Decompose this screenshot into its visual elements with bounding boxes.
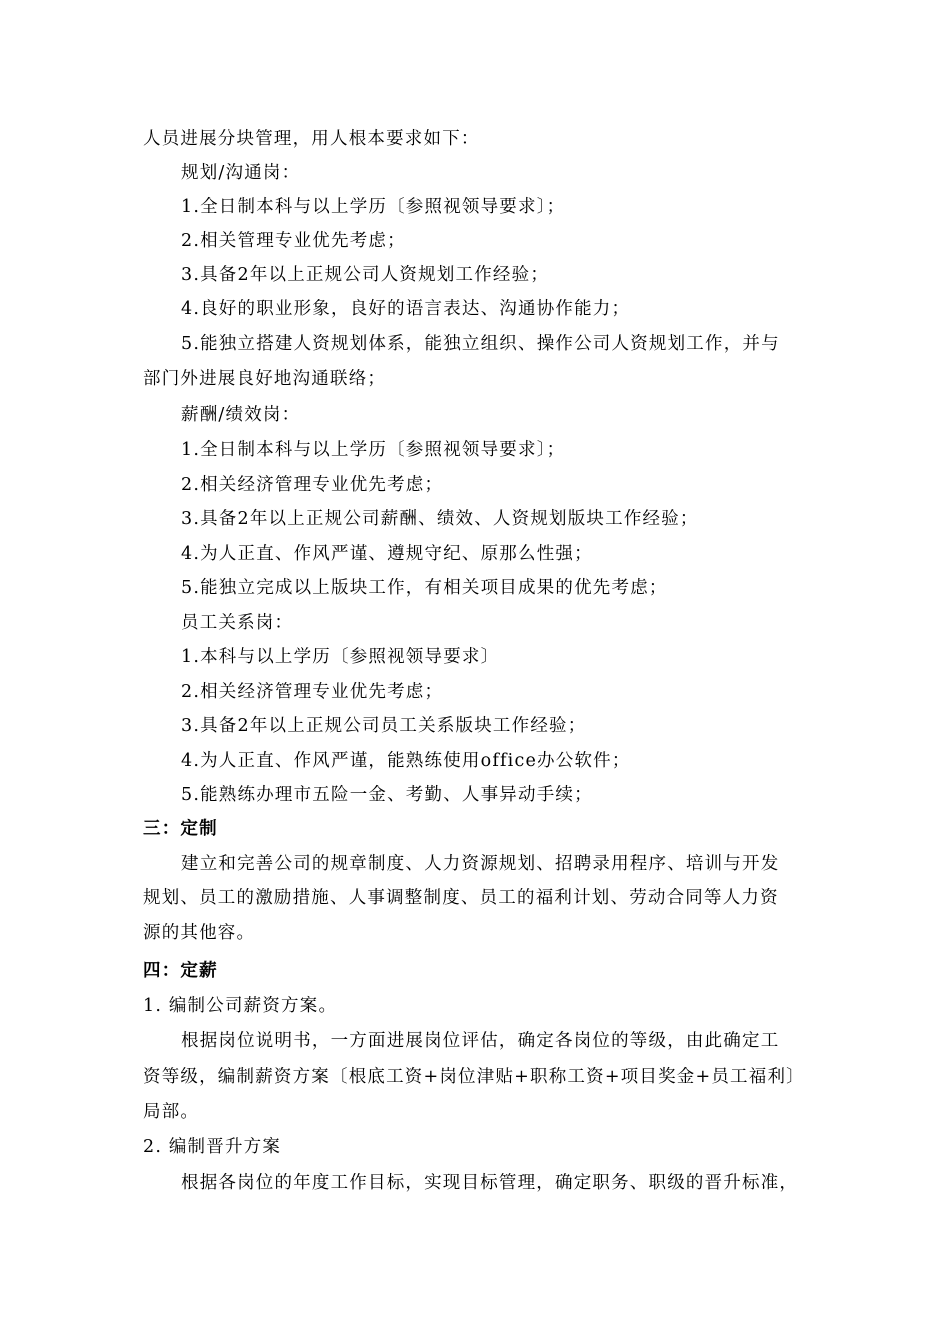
relations-req-3: 3.具备2年以上正规公司员工关系版块工作经验；: [181, 716, 587, 736]
salary-item-2-line-1: 根据各岗位的年度工作目标，实现目标管理，确定职务、职级的晋升标准，: [181, 1173, 799, 1193]
planning-req-2: 2.相关管理专业优先考虑；: [181, 231, 406, 251]
planning-req-3: 3.具备2年以上正规公司人资规划工作经验；: [181, 265, 550, 285]
relations-req-1: 1.本科与以上学历〔参照视领导要求〕: [181, 647, 500, 667]
salary-item-1-line-2: 资等级，编制薪资方案〔根底工资+岗位津贴+职称工资+项目奖金+员工福利〕: [143, 1067, 805, 1087]
section-heading-employee-relations: 员工关系岗：: [181, 613, 294, 633]
planning-req-4: 4.良好的职业形象，良好的语言表达、沟通协作能力；: [181, 299, 631, 319]
relations-req-5: 5.能熟练办理市五险一金、考勤、人事异动手续；: [181, 785, 593, 805]
customize-para-line-1: 建立和完善公司的规章制度、人力资源规划、招聘录用程序、培训与开发: [181, 854, 780, 874]
salary-item-1-line-3: 局部。: [143, 1102, 200, 1122]
section-heading-compensation: 薪酬/绩效岗：: [181, 405, 301, 425]
salary-item-1-title: 1. 编制公司薪资方案。: [143, 996, 338, 1016]
customize-para-line-2: 规划、员工的激励措施、人事调整制度、员工的福利计划、劳动合同等人力资: [143, 888, 779, 908]
compensation-req-5: 5.能独立完成以上版块工作，有相关项目成果的优先考虑；: [181, 578, 668, 598]
planning-req-5-cont: 部门外进展良好地沟通联络；: [143, 369, 387, 389]
section-heading-planning: 规划/沟通岗：: [181, 163, 301, 183]
heading-salary: 四：定薪: [143, 961, 218, 981]
intro-line: 人员进展分块管理，用人根本要求如下：: [143, 129, 480, 149]
compensation-req-1: 1.全日制本科与以上学历〔参照视领导要求〕；: [181, 440, 566, 460]
salary-item-2-title: 2. 编制晋升方案: [143, 1137, 282, 1157]
customize-para-line-3: 源的其他容。: [143, 923, 256, 943]
heading-customize: 三：定制: [143, 819, 218, 839]
compensation-req-4: 4.为人正直、作风严谨、遵规守纪、原那么性强；: [181, 544, 593, 564]
relations-req-2: 2.相关经济管理专业优先考虑；: [181, 682, 444, 702]
planning-req-5: 5.能独立搭建人资规划体系，能独立组织、操作公司人资规划工作，并与: [181, 334, 780, 354]
compensation-req-2: 2.相关经济管理专业优先考虑；: [181, 475, 444, 495]
salary-item-1-line-1: 根据岗位说明书，一方面进展岗位评估，确定各岗位的等级，由此确定工: [181, 1031, 780, 1051]
compensation-req-3: 3.具备2年以上正规公司薪酬、绩效、人资规划版块工作经验；: [181, 509, 699, 529]
relations-req-4: 4.为人正直、作风严谨，能熟练使用office办公软件；: [181, 751, 631, 771]
planning-req-1: 1.全日制本科与以上学历〔参照视领导要求〕；: [181, 197, 566, 217]
